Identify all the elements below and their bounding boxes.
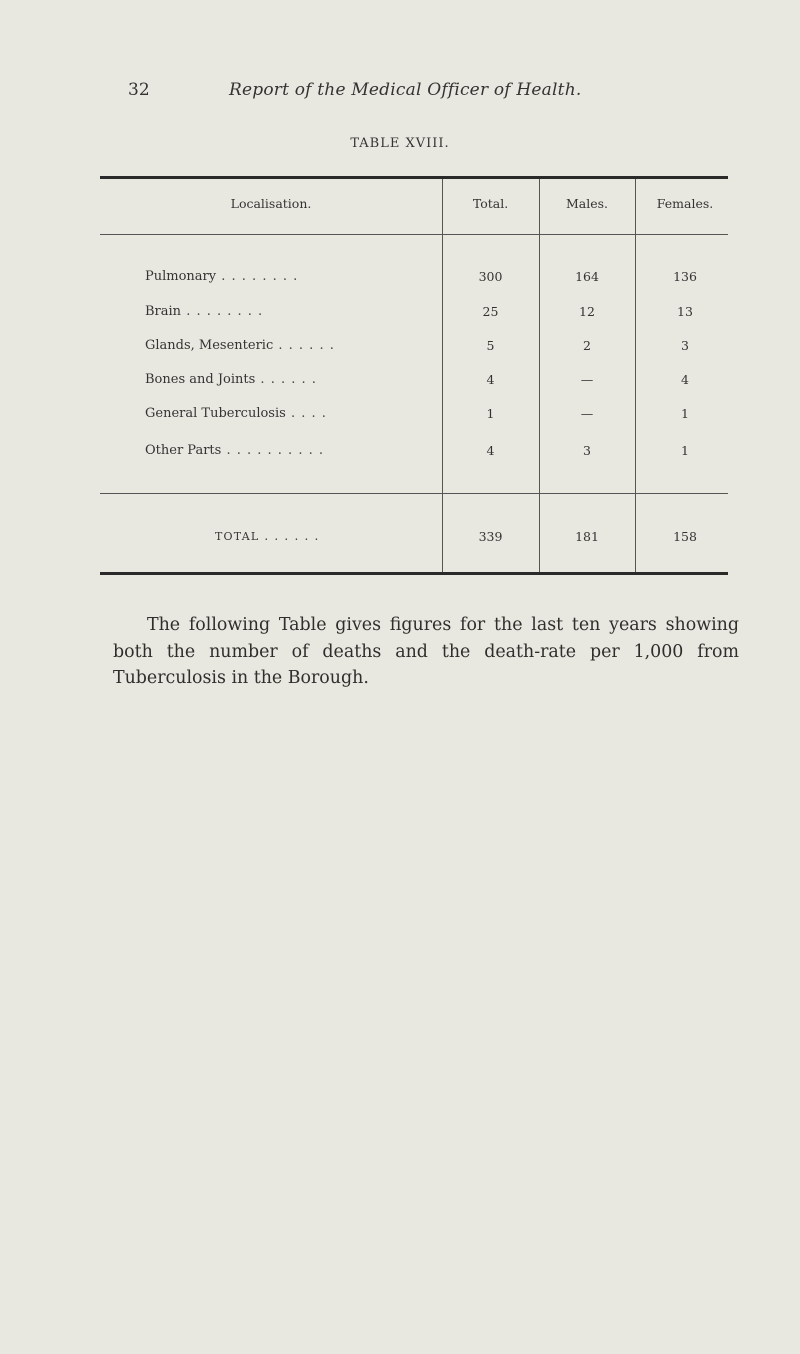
total-cell-males: 181 [575,529,599,544]
cell-females: 1 [681,406,689,421]
cell-females: 3 [681,338,689,353]
cell-females: 4 [681,372,689,387]
total-divider [100,493,728,494]
cell-total: 300 [478,269,503,284]
cell-total: 25 [482,304,499,319]
table-row: Brain . . . . . . . . [145,304,264,319]
cell-total: 1 [486,406,495,421]
total-cell-females: 158 [673,529,697,544]
page-number: 32 [128,80,150,100]
cell-males: 2 [583,338,591,353]
header-total: Total. [472,196,509,211]
total-cell-total: 339 [478,529,503,544]
cell-total: 4 [486,372,495,387]
cell-males: 12 [579,304,595,319]
header-localisation: Localisation. [230,196,312,211]
table-row: Glands, Mesenteric . . . . . . [145,338,335,353]
cell-females: 13 [677,304,693,319]
total-row-label: TOTAL . . . . . . [215,529,320,543]
table-row: Bones and Joints . . . . . . [145,372,317,387]
cell-total: 4 [486,443,495,458]
table-row: Other Parts . . . . . . . . . . [145,443,324,458]
cell-females: 1 [681,443,689,458]
table-bottom-rule [100,572,728,575]
header-divider [100,234,728,235]
table-top-rule [100,176,728,179]
table-row: General Tuberculosis . . . . [145,406,327,421]
running-head: Report of the Medical Officer of Health. [229,80,582,100]
cell-females: 136 [673,269,697,284]
cell-males: 164 [575,269,599,284]
cell-males: — [580,372,594,387]
cell-males: 3 [583,443,591,458]
header-males: Males. [565,196,609,211]
table-row: Pulmonary . . . . . . . . [145,269,299,284]
body-paragraph: The following Table gives figures for the last ten years showing both the number of deaths and the death-rate per 1,000 from Tuberculosis in the Borough. [113,615,739,688]
table-title: TABLE XVIII. [350,136,450,151]
cell-total: 5 [486,338,495,353]
cell-males: — [580,406,594,421]
header-females: Females. [656,196,714,211]
